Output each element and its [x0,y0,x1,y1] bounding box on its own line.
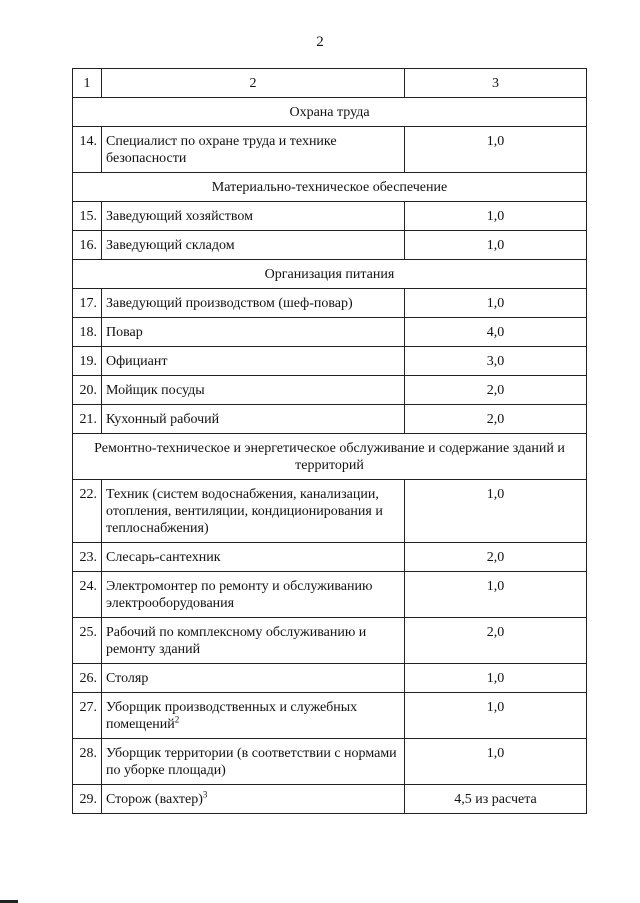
position-name-cell [102,231,405,260]
position-name: Слесарь-сантехник [106,550,221,565]
staff-units-value: 1,0 [405,572,587,618]
row-number: 28. [73,739,102,785]
position-name: Рабочий по комплексному обслуживанию и ремонту зданий [106,625,367,657]
section-title: Организация питания [73,260,587,289]
table-row [73,127,587,173]
staff-units-value: 2,0 [405,376,587,405]
position-name-cell [102,693,405,739]
staff-units-value: 1,0 [405,127,587,173]
position-name-cell [102,618,405,664]
position-name-cell [102,318,405,347]
header-col-1: 1 [73,69,102,98]
position-name: Сторож (вахтер) [106,792,203,807]
table-row [73,480,587,543]
staff-units-value: 1,0 [405,202,587,231]
section-row [73,434,587,480]
staff-table-body [73,69,587,814]
staff-table [72,68,587,814]
row-number: 24. [73,572,102,618]
position-name-cell [102,785,405,814]
position-name-cell [102,202,405,231]
position-name: Мойщик посуды [106,383,205,398]
position-name-cell [102,405,405,434]
staff-units-value: 1,0 [405,664,587,693]
section-title: Охрана труда [73,98,587,127]
table-row [73,785,587,814]
staff-units-value: 1,0 [405,739,587,785]
staff-units-value: 4,5 из расчета [405,785,587,814]
row-number: 22. [73,480,102,543]
staff-units-value: 3,0 [405,347,587,376]
table-row [73,543,587,572]
position-name: Электромонтер по ремонту и обслуживанию электрооборудования [106,579,373,611]
footnote-mark: 2 [174,714,180,725]
staff-units-value: 1,0 [405,231,587,260]
position-name: Уборщик территории (в соответствии с нормами по уборке площади) [106,746,397,778]
position-name: Столяр [106,671,149,686]
position-name-cell [102,347,405,376]
table-row [73,202,587,231]
position-name-cell [102,127,405,173]
staff-units-value: 2,0 [405,618,587,664]
header-col-2: 2 [102,69,405,98]
position-name: Техник (систем водоснабжения, канализации, отопления, вентиляции, кондиционирования и теплоснабжения) [106,487,383,536]
row-number: 27. [73,693,102,739]
header-col-3: 3 [405,69,587,98]
row-number: 21. [73,405,102,434]
table-row [73,347,587,376]
row-number: 19. [73,347,102,376]
position-name-cell [102,572,405,618]
position-name: Кухонный рабочий [106,412,220,427]
row-number: 29. [73,785,102,814]
staff-units-value: 1,0 [405,289,587,318]
footnote-mark: 3 [202,789,208,800]
row-number: 17. [73,289,102,318]
position-name: Уборщик производственных и служебных помещений [106,700,358,732]
position-name: Заведующий производством (шеф-повар) [106,296,353,311]
table-row [73,618,587,664]
position-name: Заведующий складом [106,238,235,253]
row-number: 26. [73,664,102,693]
row-number: 15. [73,202,102,231]
position-name-cell [102,289,405,318]
staff-units-value: 2,0 [405,405,587,434]
staff-units-value: 4,0 [405,318,587,347]
row-number: 25. [73,618,102,664]
table-row [73,572,587,618]
section-row [73,260,587,289]
page-number: 2 [316,34,324,50]
position-name: Повар [106,325,143,340]
table-row [73,231,587,260]
position-name-cell [102,664,405,693]
staff-units-value: 1,0 [405,693,587,739]
position-name: Официант [106,354,168,369]
table-row [73,289,587,318]
position-name: Специалист по охране труда и технике безопасности [106,134,337,166]
table-row [73,376,587,405]
staff-units-value: 2,0 [405,543,587,572]
row-number: 14. [73,127,102,173]
position-name-cell [102,543,405,572]
table-row [73,664,587,693]
table-row [73,693,587,739]
position-name-cell [102,739,405,785]
section-title: Ремонтно-техническое и энергетическое обслуживание и содержание зданий и территорий [73,434,587,480]
position-name-cell [102,480,405,543]
section-row [73,173,587,202]
position-name-cell [102,376,405,405]
row-number: 18. [73,318,102,347]
table-row [73,405,587,434]
row-number: 16. [73,231,102,260]
section-title: Материально-техническое обеспечение [73,173,587,202]
staff-units-value: 1,0 [405,480,587,543]
table-row [73,739,587,785]
section-row [73,98,587,127]
table-header-row [73,69,587,98]
row-number: 20. [73,376,102,405]
position-name: Заведующий хозяйством [106,209,253,224]
row-number: 23. [73,543,102,572]
table-row [73,318,587,347]
